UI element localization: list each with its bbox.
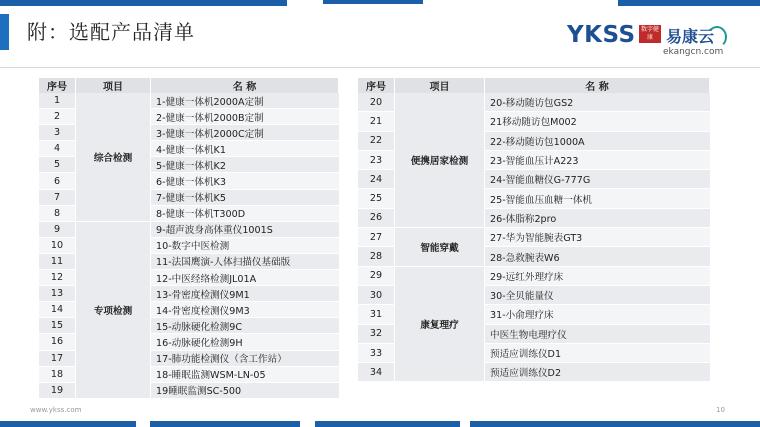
row-number: 31 — [358, 305, 395, 324]
row-number: 3 — [39, 125, 76, 141]
product-name: 31-小俞理疗床 — [485, 305, 710, 324]
row-number: 34 — [358, 363, 395, 382]
row-number: 27 — [358, 228, 395, 247]
product-name: 26-体脂称2pro — [485, 209, 710, 228]
row-number: 30 — [358, 286, 395, 305]
product-name: 13-骨密度检测仪9M1 — [151, 286, 339, 302]
row-number: 16 — [39, 334, 76, 350]
column-header-category: 项目 — [76, 78, 151, 93]
row-number: 15 — [39, 318, 76, 334]
product-name: 4-健康一体机K1 — [151, 141, 339, 157]
page-title: 附：选配产品清单 — [27, 20, 195, 44]
category-cell: 康复理疗 — [395, 267, 485, 383]
row-number: 14 — [39, 302, 76, 318]
row-number: 7 — [39, 190, 76, 206]
category-cell: 智能穿戴 — [395, 228, 485, 267]
row-number: 9 — [39, 222, 76, 238]
product-name: 30-全贝能量仪 — [485, 286, 710, 305]
product-name: 预适应训练仪D2 — [485, 363, 710, 382]
table-row — [358, 228, 710, 247]
column-header-no: 序号 — [39, 78, 76, 93]
category-cell: 便携居家检测 — [395, 93, 485, 228]
product-name: 5-健康一体机K2 — [151, 157, 339, 173]
table-row — [358, 267, 710, 286]
category-cell: 专项检测 — [76, 222, 151, 399]
product-name: 29-远红外理疗床 — [485, 267, 710, 286]
logo-brand: YKSS — [567, 22, 636, 48]
row-number: 6 — [39, 173, 76, 189]
product-name: 15-动脉硬化检测9C — [151, 318, 339, 334]
row-number: 18 — [39, 367, 76, 383]
top-accent-bar — [323, 0, 423, 4]
product-name: 1-健康一体机2000A定制 — [151, 93, 339, 109]
row-number: 26 — [358, 209, 395, 228]
product-name: 12-中医经络检测JL01A — [151, 270, 339, 286]
product-name: 8-健康一体机T300D — [151, 206, 339, 222]
row-number: 33 — [358, 344, 395, 363]
product-name: 14-骨密度检测仪9M3 — [151, 302, 339, 318]
column-header-no: 序号 — [358, 78, 395, 93]
product-name: 6-健康一体机K3 — [151, 173, 339, 189]
table-row — [358, 93, 710, 112]
product-name: 17-肺功能检测仪（含工作站） — [151, 351, 339, 367]
row-number: 22 — [358, 132, 395, 151]
row-number: 32 — [358, 325, 395, 344]
logo-url: ekangcn.com — [663, 47, 724, 57]
row-number: 1 — [39, 93, 76, 109]
row-number: 28 — [358, 247, 395, 266]
product-name: 预适应训练仪D1 — [485, 344, 710, 363]
product-name: 3-健康一体机2000C定制 — [151, 125, 339, 141]
row-number: 17 — [39, 351, 76, 367]
bottom-accent-bar — [470, 421, 760, 427]
row-number: 11 — [39, 254, 76, 270]
table-row — [39, 222, 339, 238]
product-name: 9-超声波身高体重仪1001S — [151, 222, 339, 238]
row-number: 13 — [39, 286, 76, 302]
bottom-accent-bar — [315, 421, 460, 427]
row-number: 21 — [358, 112, 395, 131]
top-accent-bar — [618, 0, 760, 6]
product-name: 16-动脉硬化检测9H — [151, 334, 339, 350]
product-name: 10-数字中医检测 — [151, 238, 339, 254]
product-name: 22-移动随访包1000A — [485, 132, 710, 151]
product-name: 28-急救腕表W6 — [485, 247, 710, 266]
product-name: 18-睡眠监测WSM-LN-05 — [151, 367, 339, 383]
row-number: 8 — [39, 206, 76, 222]
product-name: 19睡眠监测SC-500 — [151, 383, 339, 399]
row-number: 24 — [358, 170, 395, 189]
bottom-accent-bar — [0, 421, 136, 427]
top-accent-bar — [0, 0, 287, 6]
column-header-name: 名 称 — [485, 78, 710, 93]
row-number: 20 — [358, 93, 395, 112]
row-number: 25 — [358, 189, 395, 208]
logo-cn-name: 易康云 — [666, 27, 715, 46]
logo-tag: 数字健康 — [640, 26, 659, 41]
product-table-left — [39, 78, 339, 399]
row-number: 29 — [358, 267, 395, 286]
product-table-right — [358, 78, 710, 382]
page-number: 10 — [716, 406, 725, 414]
product-name: 中医生物电理疗仪 — [485, 325, 710, 344]
product-name: 24-智能血糖仪G-777G — [485, 170, 710, 189]
row-number: 19 — [39, 383, 76, 399]
column-header-category: 项目 — [395, 78, 485, 93]
row-number: 12 — [39, 270, 76, 286]
title-marker — [0, 14, 9, 50]
product-name: 20-移动随访包GS2 — [485, 93, 710, 112]
product-name: 7-健康一体机K5 — [151, 190, 339, 206]
header-divider — [0, 67, 760, 68]
row-number: 4 — [39, 141, 76, 157]
row-number: 23 — [358, 151, 395, 170]
product-name: 27-华为智能腕表GT3 — [485, 228, 710, 247]
company-logo — [567, 18, 747, 62]
row-number: 5 — [39, 157, 76, 173]
product-name: 25-智能血压血糖一体机 — [485, 189, 710, 208]
row-number: 2 — [39, 109, 76, 125]
product-name: 11-法国鹰演-人体扫描仪基础版 — [151, 254, 339, 270]
product-name: 2-健康一体机2000B定制 — [151, 109, 339, 125]
table-row — [39, 93, 339, 109]
footer-url: www.ykss.com — [30, 406, 82, 414]
product-name: 23-智能血压计A223 — [485, 151, 710, 170]
product-name: 21移动随访包M002 — [485, 112, 710, 131]
logo-cloud-icon — [707, 26, 727, 48]
category-cell: 综合检测 — [76, 93, 151, 222]
row-number: 10 — [39, 238, 76, 254]
bottom-accent-bar — [150, 421, 300, 427]
column-header-name: 名 称 — [151, 78, 339, 93]
